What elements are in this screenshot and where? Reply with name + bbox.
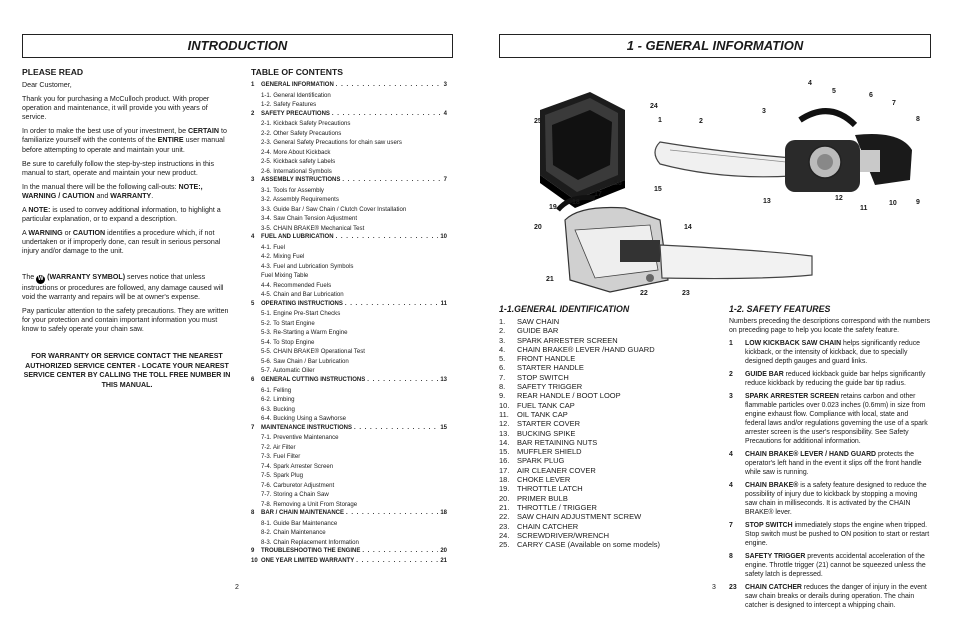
please-read-section <box>22 67 232 390</box>
warranty-footer: FOR WARRANTY OR SERVICE CONTACT THE NEAREST AUTHORIZED SERVICE CENTER - LOCATE YOUR NEAREST SERVICE CENTER BY CALLING THE TOLL FREE NUMBER IN THIS MANUAL. <box>23 351 231 389</box>
toc-section: 2 SAFETY PRECAUTIONS . . . 4 <box>251 110 447 120</box>
identification-item: 5. FRONT HANDLE <box>499 354 576 364</box>
identification-item: 21. THROTTLE / TRIGGER <box>499 502 597 512</box>
callout-2: 2 <box>699 118 703 125</box>
callout-1: 1 <box>658 117 662 124</box>
toc-title: TABLE OF CONTENTS <box>251 67 343 77</box>
callout-15: 15 <box>654 186 662 193</box>
callout-18: 18 <box>572 199 580 206</box>
toc-subsection: 5-1. Engine Pre-Start Checks <box>261 310 341 318</box>
toc-subsection: 5-3. Re-Starting a Warm Engine <box>261 329 348 337</box>
callout-24: 24 <box>650 103 658 110</box>
callout-20: 20 <box>534 224 542 231</box>
toc-subsection: 8-2. Chain Maintenance <box>261 529 326 537</box>
toc-subsection: 6-2. Limbing <box>261 396 295 404</box>
safety-feature-item: 23 CHAIN CATCHER reduces the danger of injury in the event saw chain breaks or derails during operation. The chain catcher is designed to intercept a whipping chain. <box>729 584 927 609</box>
identification-item: 13. BUCKING SPIKE <box>499 428 576 438</box>
chainsaw-left-icon <box>558 198 812 293</box>
toc-subsection: 3-5. CHAIN BRAKE® Mechanical Test <box>261 224 365 232</box>
identification-item: 2. GUIDE BAR <box>499 326 559 336</box>
callout-7: 7 <box>892 100 896 107</box>
safety-feature-item: 4 CHAIN BRAKE® is a safety feature designed to reduce the possibility of injury due to kickback by stopping a moving saw chain in milliseconds. It is activated by the CHAIN BRAKE® lever. <box>729 482 927 516</box>
toc-subsection: 7-3. Fuel Filter <box>261 453 301 461</box>
safety-features-section <box>729 304 931 614</box>
toc-subsection: 8-3. Chain Replacement Information <box>261 538 359 546</box>
callout-11: 11 <box>860 205 868 212</box>
toc-subsection: 4-3. Fuel and Lubrication Symbols <box>261 262 354 270</box>
greeting: Dear Customer, <box>22 81 72 89</box>
toc-subsection: 4-2. Mixing Fuel <box>261 253 305 261</box>
identification-item: 25. CARRY CASE (Available on some models) <box>499 540 660 550</box>
identification-item: 9. REAR HANDLE / BOOT LOOP <box>499 391 621 401</box>
callout-12: 12 <box>835 195 843 202</box>
callout-9: 9 <box>916 199 920 206</box>
safety-feature-item: 1 LOW KICKBACK SAW CHAIN helps significantly reduce kickback, or the intensity of kickback, due to specially designed depth gauges and guard links. <box>729 340 920 365</box>
toc-subsection: 1-1. General Identification <box>261 91 331 99</box>
intro-paragraph-7: The W (WARRANTY SYMBOL) serves notice that unless instructions or procedures are followed, any damage caused will void the warranty and repairs will be at owner's expense. <box>22 272 224 301</box>
general-identification-section <box>499 304 714 549</box>
safety-feature-item: 8 SAFETY TRIGGER prevents accidental acceleration of the engine. Throttle trigger (21) cannot be squeezed unless the safety latch is depressed. <box>729 553 926 578</box>
toc-subsection: 2-3. General Safety Precautions for chain saw users <box>261 139 402 147</box>
intro-paragraph-4: In the manual there will be the following call-outs: NOTE:, WARNING / CAUTION and WARRANTY. <box>22 182 203 200</box>
toc-subsection: 6-3. Bucking <box>261 405 295 413</box>
general-information-header: 1 - GENERAL INFORMATION <box>499 34 931 58</box>
identification-item: 10. FUEL TANK CAP <box>499 400 575 410</box>
toc-section: 8 BAR / CHAIN MAINTENANCE . . . 18 <box>251 509 447 519</box>
toc-subsection: 5-7. Automatic Oiler <box>261 367 315 375</box>
general-identification-title: 1-1.GENERAL IDENTIFICATION <box>499 304 630 314</box>
safety-feature-item: 3 SPARK ARRESTER SCREEN retains carbon and other flammable particles over 0.023 inches (0.6mm) in size from engine exhaust flow. Compliance with local, state and federal laws and/or regulations governing the use of a spark arrester screen is the user's responsibility. See Safety Precautions for additional information. <box>729 393 928 445</box>
toc-subsection: 3-2. Assembly Requirements <box>261 196 339 204</box>
callout-6: 6 <box>869 92 873 99</box>
callout-3: 3 <box>762 108 766 115</box>
toc-subsection: 7-8. Removing a Unit From Storage <box>261 500 358 508</box>
page-number-left: 2 <box>235 584 239 591</box>
chainsaw-illustration <box>500 80 930 305</box>
identification-item: 17. AIR CLEANER COVER <box>499 465 596 475</box>
toc-section: 7 MAINTENANCE INSTRUCTIONS . . . 15 <box>251 424 447 434</box>
identification-item: 23. CHAIN CATCHER <box>499 521 579 531</box>
identification-item: 4. CHAIN BRAKE® LEVER /HAND GUARD <box>499 344 655 354</box>
toc-subsection: 2-2. Other Safety Precautions <box>261 129 342 137</box>
please-read-title: PLEASE READ <box>22 67 84 77</box>
toc-section: 4 FUEL AND LUBRICATION . . . 10 <box>251 233 447 243</box>
identification-item: 14. BAR RETAINING NUTS <box>499 437 598 447</box>
toc-subsection: 7-4. Spark Arrester Screen <box>261 462 334 470</box>
identification-item: 24. SCREWDRIVER/WRENCH <box>499 530 610 540</box>
identification-item: 8. SAFETY TRIGGER <box>499 382 583 392</box>
callout-19: 19 <box>549 204 557 211</box>
toc-subsection: 7-1. Preventive Maintenance <box>261 434 339 442</box>
toc-section: 3 ASSEMBLY INSTRUCTIONS . . . 7 <box>251 176 447 186</box>
callout-5: 5 <box>832 88 836 95</box>
intro-paragraph-2: In order to make the best use of your investment, be CERTAIN to familiarize yourself with the contents of the ENTIRE user manual before attempting to operate and maintain your unit. <box>22 127 227 154</box>
intro-paragraph-1: Thank you for purchasing a McCulloch product. With proper operation and maintenance, it will provide you with years of service. <box>22 95 210 122</box>
intro-paragraph-3: Be sure to carefully follow the step-by-step instructions in this manual to start, operate and maintain your new product. <box>22 159 215 177</box>
toc-section: 5 OPERATING INSTRUCTIONS . . . 11 <box>251 300 447 310</box>
toc-section: 1 GENERAL INFORMATION . . . 3 <box>251 81 447 91</box>
callout-4: 4 <box>808 80 812 87</box>
identification-item: 6. STARTER HANDLE <box>499 363 584 373</box>
toc-subsection: 4-4. Recommended Fuels <box>261 281 332 289</box>
toc-subsection: Fuel Mixing Table <box>261 272 309 280</box>
toc-subsection: 3-1. Tools for Assembly <box>261 186 324 194</box>
identification-item: 16. SPARK PLUG <box>499 456 565 466</box>
table-of-contents <box>251 67 447 566</box>
toc-subsection: 3-4. Saw Chain Tension Adjustment <box>261 215 358 223</box>
toc-subsection: 2-4. More About Kickback <box>261 148 331 156</box>
toc-subsection: 5-4. To Stop Engine <box>261 338 315 346</box>
callout-22: 22 <box>640 290 648 297</box>
intro-paragraph-5: A NOTE: is used to convey additional information, to highlight a particular explanation, or to expand a description. <box>22 206 221 224</box>
identification-item: 12. STARTER COVER <box>499 419 581 429</box>
safety-features-title: 1-2. SAFETY FEATURES <box>729 304 831 314</box>
callout-16: 16 <box>614 180 622 187</box>
warranty-symbol-icon: W <box>37 275 44 282</box>
toc-subsection: 2-6. International Symbols <box>261 167 332 175</box>
callout-10: 10 <box>889 200 897 207</box>
callout-23: 23 <box>682 290 690 297</box>
safety-feature-item: 2 GUIDE BAR reduced kickback guide bar helps significantly reduce kickback by reducing the guide bar tip radius. <box>729 371 926 387</box>
chainsaw-right-icon <box>655 111 912 192</box>
toc-section: 10 ONE YEAR LIMITED WARRANTY . . . 21 <box>251 557 447 567</box>
identification-item: 15. MUFFLER SHIELD <box>499 447 582 457</box>
toc-subsection: 2-1. Kickback Safety Precautions <box>261 120 351 128</box>
intro-header: INTRODUCTION <box>22 34 453 58</box>
toc-subsection: 5-5. CHAIN BRAKE® Operational Test <box>261 348 365 356</box>
identification-item: 22. SAW CHAIN ADJUSTMENT SCREW <box>499 512 642 522</box>
safety-feature-item: 7 STOP SWITCH immediately stops the engine when tripped. Stop switch must be pushed to ON position to start or restart engine. <box>729 522 930 547</box>
identification-item: 11. OIL TANK CAP <box>499 409 568 419</box>
carry-case-icon <box>540 92 625 208</box>
intro-paragraph-8: Pay particular attention to the safety precautions. They are written for your protection and contain important information you must know to safely operate your chain saw. <box>22 306 229 333</box>
toc-subsection: 6-1. Felling <box>261 386 292 394</box>
toc-subsection: 7-7. Storing a Chain Saw <box>261 491 329 499</box>
toc-subsection: 5-2. To Start Engine <box>261 319 315 327</box>
toc-subsection: 4-5. Chain and Bar Lubrication <box>261 291 344 299</box>
toc-section: 6 GENERAL CUTTING INSTRUCTIONS . . . 13 <box>251 376 447 386</box>
callout-13: 13 <box>763 198 771 205</box>
identification-item: 1. SAW CHAIN <box>499 317 560 326</box>
toc-subsection: 7-5. Spark Plug <box>261 472 304 480</box>
identification-item: 18. CHOKE LEVER <box>499 475 571 485</box>
safety-feature-item: 4 CHAIN BRAKE® LEVER / HAND GUARD protects the operator's left hand in the event it slips off the front handle while saw is running. <box>729 451 922 476</box>
toc-subsection: 7-2. Air Filter <box>261 443 296 451</box>
callout-8: 8 <box>916 116 920 123</box>
callout-21: 21 <box>546 276 554 283</box>
callout-25: 25 <box>534 118 542 125</box>
identification-item: 3. SPARK ARRESTER SCREEN <box>499 335 618 345</box>
safety-features-list <box>729 339 931 610</box>
toc-subsection: 6-4. Bucking Using a Sawhorse <box>261 415 347 423</box>
toc-subsection: 5-6. Saw Chain / Bar Lubrication <box>261 357 349 365</box>
toc-section: 9 TROUBLESHOOTING THE ENGINE . . . 20 <box>251 547 447 557</box>
toc-subsection: 3-3. Guide Bar / Saw Chain / Clutch Cover Installation <box>261 205 407 213</box>
toc-subsection: 8-1. Guide Bar Maintenance <box>261 519 338 527</box>
identification-item: 7. STOP SWITCH <box>499 372 569 382</box>
page-number-right: 3 <box>712 584 716 591</box>
toc-list <box>251 81 447 566</box>
general-identification-list <box>499 317 714 549</box>
callout-14: 14 <box>684 224 692 231</box>
callout-17: 17 <box>594 191 602 198</box>
toc-subsection: 1-2. Safety Features <box>261 101 317 109</box>
toc-subsection: 7-6. Carburetor Adjustment <box>261 481 335 489</box>
safety-intro: Numbers preceding the descriptions correspond with the numbers on preceding page to help you locate the safety feature. <box>729 318 931 334</box>
identification-item: 20. PRIMER BULB <box>499 493 568 503</box>
toc-subsection: 2-5. Kickback safety Labels <box>261 158 336 166</box>
toc-subsection: 4-1. Fuel <box>261 243 286 251</box>
intro-paragraph-6: A WARNING or CAUTION identifies a procedure which, if not undertaken or if improperly done, can result in serious personal injury and/or damage to the unit. <box>22 229 221 256</box>
identification-item: 19. THROTTLE LATCH <box>499 484 583 494</box>
